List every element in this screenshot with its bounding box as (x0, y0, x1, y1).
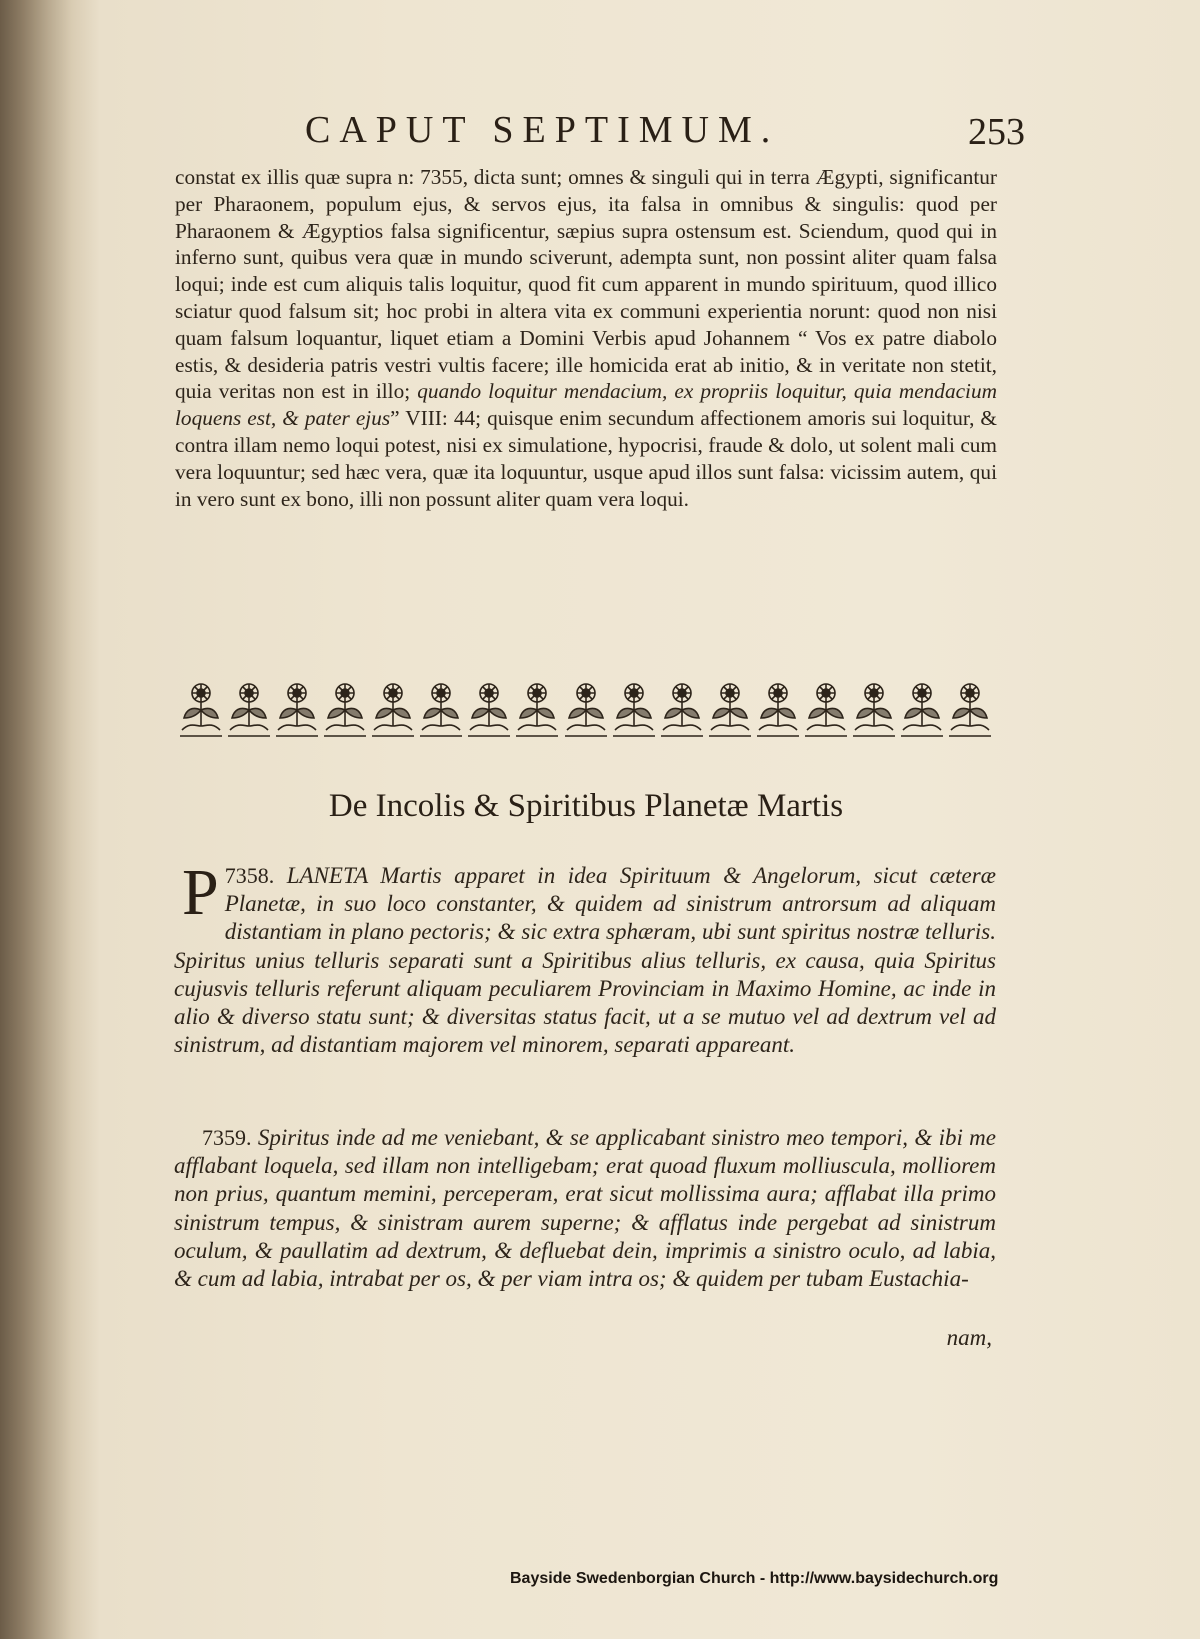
floral-ornament-icon (803, 680, 849, 738)
drop-cap: P (182, 856, 219, 929)
floral-ornament-icon (611, 680, 657, 738)
floral-ornament-icon (659, 680, 705, 738)
running-head: CAPUT SEPTIMUM. (305, 109, 780, 151)
article-7359 (174, 1124, 996, 1293)
footer-credit: Bayside Swedenborgian Church - http://www.baysidechurch.org (510, 1570, 999, 1587)
article-text: LANETA Martis apparet in idea Spirituum & Angelorum, sicut cæteræ Planetæ, in suo loco constanter, & quidem ad sinistrum antrorsum ad aliquam distantiam in plano pectoris; & sic extra sphæram, ubi sunt spiritus nostræ telluris. Spiritus unius telluris separati sunt a Spiritibus alius telluris, ex causa, quia Spiritus cujusvis telluris referunt aliquam peculiarem Provinciam in Maximo Homine, ac inde in alio & diverso statu sunt; & diversitas status facit, ut a se mutuo vel ad dextrum vel ad sinistrum, ad distantiam majorem vel minorem, separati appareant. (174, 863, 996, 1058)
page-number: 253 (968, 111, 1025, 153)
floral-ornament-icon (563, 680, 609, 738)
floral-ornament-icon (178, 680, 224, 738)
floral-ornament-icon (899, 680, 945, 738)
floral-ornament-icon (851, 680, 897, 738)
catchword: nam, (946, 1325, 992, 1350)
article-number: 7359. (202, 1125, 252, 1150)
floral-ornament-icon (418, 680, 464, 738)
article-7358 (174, 856, 996, 1059)
continued-paragraph (175, 164, 997, 512)
floral-ornament-icon (274, 680, 320, 738)
floral-ornament-icon (226, 680, 272, 738)
floral-ornament-band (178, 680, 993, 738)
article-text: Spiritus inde ad me veniebant, & se applicabant sinistro meo tempori, & ibi me afflabant loquela, sed illam non intelligebam; erat quoad fluxum molliuscula, molliorem non prius, quantum memini, perceperam, erat sicut mollissima aura; afflabat illa primo sinistrum tempus, & sinistram aurem superne; & afflatus inde pergebat ad sinistrum oculum, & paullatim ad dextrum, & defluebat dein, imprimis a sinistro oculo, ad labia, & cum ad labia, intrabat per os, & per viam intra os; & quidem per tubam Eustachia- (174, 1125, 997, 1292)
floral-ornament-icon (466, 680, 512, 738)
paragraph-text-part-1: constat ex illis quæ supra n: 7355, dicta sunt; omnes & singuli qui in terra Ægypti, significantur per Pharaonem, populum ejus, & servos ejus, ita falsa in omnibus & singulis: quod per Pharaonem & Ægyptios falsa significentur, sæpius supra ostensum est. Sciendum, quod qui in inferno sunt, quibus vera quæ in mundo sciverunt, adempta sunt, non possint aliter quam falsa loqui; inde est cum aliquis talis loquitur, quod fit cum apparent in mundo spirituum, quod illico sciatur quod falsum sit; hoc probi in altera vita ex communi experientia norunt: quod non nisi quam falsum loquantur, liquet etiam a Domini Verbis apud Johannem “ Vos ex patre diabolo estis, & desideria patris vestri vultis facere; ille homicida erat ab initio, & in veritate non stetit, quia veritas non est in illo; (175, 165, 997, 404)
article-number: 7358. (224, 863, 275, 888)
page-header (175, 108, 1025, 158)
floral-ornament-icon (947, 680, 993, 738)
section-heading: De Incolis & Spiritibus Planetæ Martis (328, 788, 844, 824)
floral-ornament-icon (755, 680, 801, 738)
paragraph-text-part-2: ” VIII: 44; quisque enim secundum affectionem amoris sui loquitur, & contra illam nemo loqui potest, nisi ex simulatione, hypocrisi, fraude & dolo, ut solent mali cum vera loquuntur; sed hæc vera, quæ ita loquuntur, usque apud illos sunt falsa: vicissim autem, qui in vero sunt ex bono, illi non possunt aliter quam vera loqui. (175, 406, 997, 511)
floral-ornament-icon (707, 680, 753, 738)
floral-ornament-icon (370, 680, 416, 738)
italic-scripture-quote: quando loquitur mendacium, ex propriis loquitur, quia mendacium loquens est, & pater ejus (175, 379, 998, 431)
floral-ornament-icon (322, 680, 368, 738)
floral-ornament-icon (514, 680, 560, 738)
